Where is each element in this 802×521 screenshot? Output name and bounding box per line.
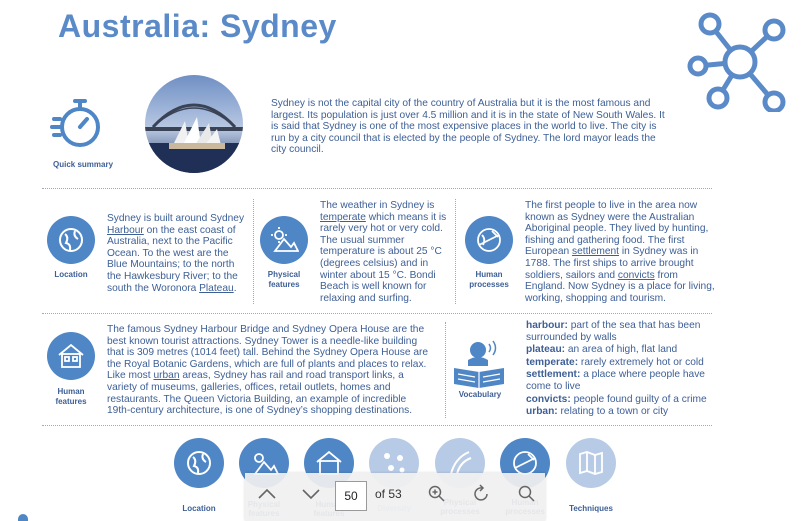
vocab-item: plateau: an area of high, flat land	[526, 344, 678, 356]
convicts-link[interactable]: convicts	[617, 269, 655, 281]
human-features-text: The famous Sydney Harbour Bridge and Sydney Opera House are the best known tourist attractions. Sydney Tower is a needle-like building that is 309 metres (1014 feet) tall. Behind the Sydney Opera House are the Royal Botanic Gardens, which are full of plants and places to relax. Like most urban areas, Sydney has rail and road transport links, a variety of museums, galleries, offices, retail outlets, homes and restaurants. The Queen Victoria Building, an example of incredible 19th-century architecture, is one of Sydney’s shopping destinations.	[107, 324, 429, 417]
pdf-toolbar	[245, 473, 545, 521]
nav-location-label: Location	[182, 504, 216, 513]
previous-page-icon[interactable]	[257, 487, 277, 501]
location-icon	[47, 216, 95, 264]
quick-summary-label: Quick summary	[52, 160, 114, 169]
search-icon[interactable]	[517, 484, 537, 504]
physical-features-text: The weather in Sydney is temperate which means it is rarely very hot or very cold. The usual summer temperature is about 25 °C (degrees celsius) and in winter about 15 °C. Bondi Beach is well known for relaxing and surfing.	[320, 200, 447, 304]
vocab-item: temperate: rarely extremely hot or cold	[526, 356, 704, 368]
separator	[445, 322, 446, 418]
rotate-icon[interactable]	[472, 484, 492, 504]
nav-techniques-label: Techniques	[569, 504, 613, 513]
human-processes-text: The first people to live in the area now known as Sydney were the Australian Aboriginal people. They lived by hunting, fishing and gathering food. The first European settlement in Sydney was in 1788. The first ships to arrive brought soldiers, sailors and convicts from England. Now Sydney is a place for living, working, shopping and tourism.	[525, 200, 715, 304]
vocab-item: settlement: a place where people have come to live	[526, 369, 705, 392]
human-features-icon	[47, 332, 95, 380]
next-page-icon[interactable]	[301, 487, 321, 501]
page-number-input[interactable]: 50	[335, 481, 367, 511]
nav-location-button[interactable]	[174, 438, 224, 488]
urban-link[interactable]: urban	[153, 370, 180, 382]
sydney-opera-house-photo	[145, 75, 243, 173]
location-label: Location	[54, 270, 88, 279]
settlement-link[interactable]: settlement	[572, 246, 620, 258]
human-processes-icon	[465, 216, 513, 264]
separator	[42, 313, 712, 314]
vocabulary-label: Vocabulary	[458, 390, 502, 399]
human-features-label: Human features	[55, 387, 87, 406]
vocab-item: urban: relating to a town or city	[526, 406, 669, 418]
corner-mark	[18, 514, 28, 521]
physical-features-label: Physical features	[267, 270, 301, 289]
vocabulary-book-icon	[452, 338, 508, 388]
temperate-link[interactable]: temperate	[320, 211, 366, 223]
plateau-link[interactable]: Plateau	[199, 282, 234, 294]
nav-techniques-button[interactable]	[566, 438, 616, 488]
vocab-item: convicts: people found guilty of a crime	[526, 393, 707, 405]
zoom-in-icon[interactable]	[427, 484, 447, 504]
page-count-text: of 53	[375, 487, 402, 501]
quick-summary-text: Sydney is not the capital city of the country of Australia but it is the most famous and largest. Its population is just over 4.5 million and it is in the state of New South Wales. It is said that Sydney is one of the most expensive places in the world to live. The city is run by a city council that is elected by the people of Sydney. The lord mayor leads the city council.	[271, 98, 665, 156]
vocab-item: harbour: part of the sea that has been surrounded by walls	[526, 320, 701, 343]
page-title: Australia: Sydney	[58, 8, 337, 44]
location-text: Sydney is built around Sydney Harbour on the east coast of Australia, next to the Pacific Ocean. To the west are the Blue Mountains; to the north the Hawkesbury River; to the south the Woronora Plateau.	[107, 213, 245, 294]
vocabulary-list	[526, 320, 716, 419]
stopwatch-icon	[50, 95, 106, 151]
harbour-link[interactable]: Harbour	[107, 224, 144, 236]
separator	[42, 188, 712, 189]
human-processes-label: Human processes	[469, 270, 509, 289]
physical-features-icon	[260, 216, 308, 264]
network-logo-icon	[684, 8, 796, 112]
separator	[42, 425, 712, 426]
separator	[455, 199, 456, 304]
